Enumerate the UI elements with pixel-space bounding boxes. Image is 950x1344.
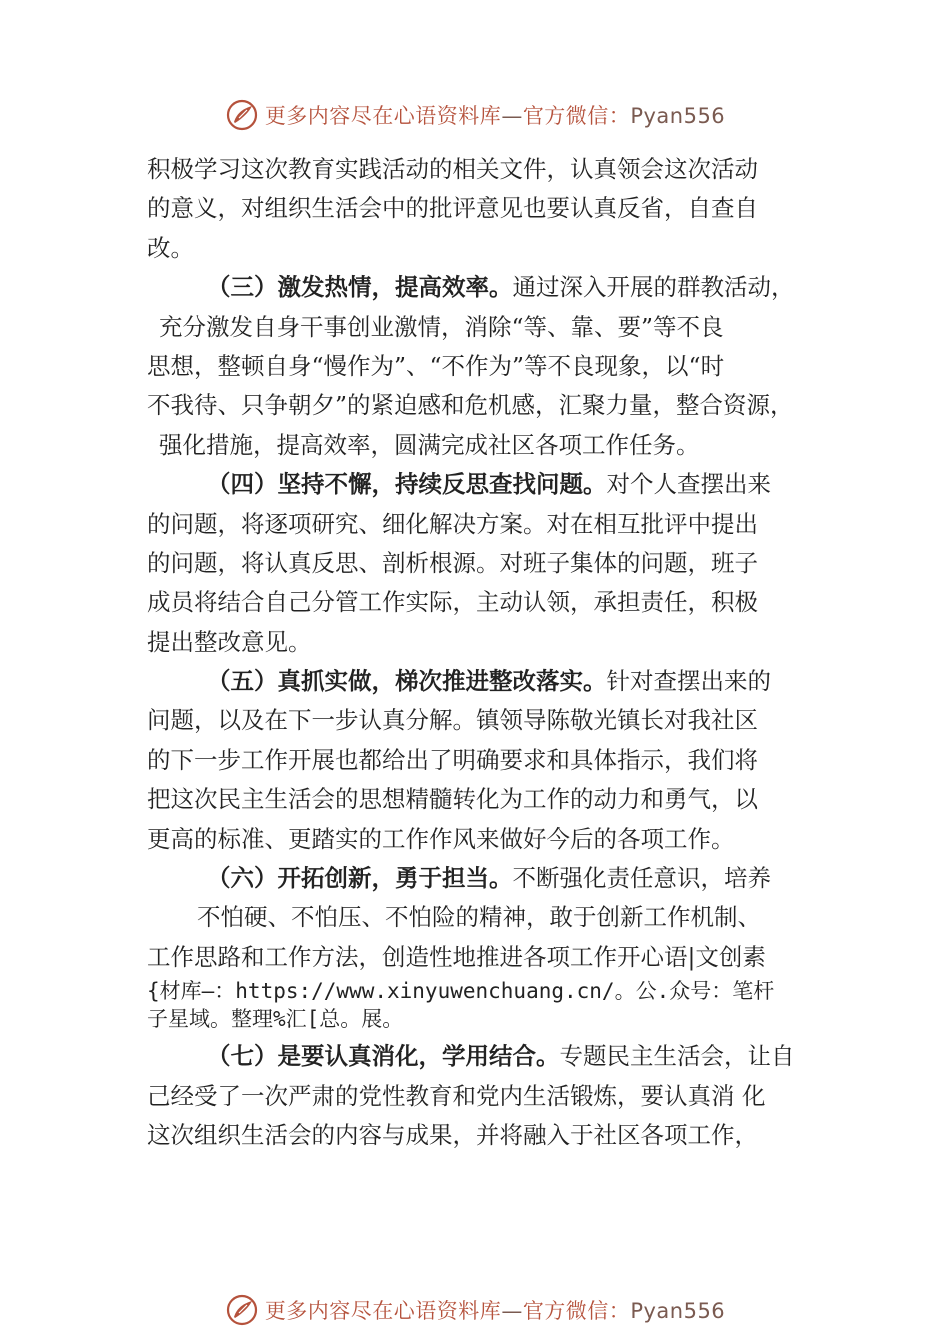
- text-line: 改。: [147, 233, 194, 262]
- paragraph-3-first-line: [147, 268, 837, 307]
- paragraph-5-first-line: [147, 662, 837, 701]
- brand-logo-icon: [225, 98, 259, 132]
- text-line: 把这次民主生活会的思想精髓转化为工作的动力和勇气，以: [147, 785, 758, 814]
- text-line: 己经受了一次严肃的党性教育和党内生活锻炼，要认真消 化: [147, 1081, 766, 1110]
- text-line: 工作思路和工作方法，创造性地推进各项工作开心语|文创素: [147, 942, 766, 971]
- text-line: 的问题，将认真反思、剖析根源。对班子集体的问题，班子: [147, 548, 758, 577]
- paragraph-7-text: 专题民主生活会，让自: [559, 1042, 795, 1071]
- paragraph-6-first-line: [147, 859, 837, 898]
- footer-text: [265, 1295, 725, 1325]
- paragraph-4-heading: （四）坚持不懈，持续反思查找问题。: [207, 470, 607, 499]
- paragraph-4-text: 对个人查摆出来: [606, 470, 771, 499]
- brand-logo-icon: [225, 1293, 259, 1327]
- text-line: 的意义，对组织生活会中的批评意见也要认真反省，自查自: [147, 194, 758, 223]
- text-line: 提出整改意见。: [147, 627, 312, 656]
- text-line: 思想，整顿自身“慢作为”、“不作为”等不良现象，以“时: [147, 351, 725, 380]
- text-line: 的下一步工作开展也都给出了明确要求和具体指示，我们将: [147, 745, 758, 774]
- header-text: [265, 100, 725, 130]
- header-dash: —: [501, 104, 523, 128]
- text-line: 不我待、只争朝夕”的紧迫感和危机感，汇聚力量，整合资源，: [147, 391, 794, 420]
- text-line: 积极学习这次教育实践活动的相关文件，认真领会这次活动: [147, 155, 758, 183]
- footer-brand: 更多内容尽在心语资料库: [264, 1299, 502, 1323]
- header-wechat-id: Pyan556: [630, 104, 726, 128]
- text-line: 强化措施，提高效率，圆满完成社区各项工作任务。: [159, 430, 700, 459]
- paragraph-7-heading: （七）是要认真消化，学用结合。: [207, 1042, 560, 1071]
- text-line-url: {材库—：https://www.xinyuwenchuang.cn/。公.众号：笔杆: [147, 979, 775, 1004]
- text-line: 更高的标准、更踏实的工作作风来做好今后的各项工作。: [147, 824, 735, 853]
- paragraph-7-first-line: [147, 1037, 837, 1076]
- text-line: 子星域。整理%汇[总。展。: [147, 1007, 404, 1032]
- footer-dash: —: [501, 1299, 523, 1323]
- paragraph-3-text: 通过深入开展的群教活动，: [512, 273, 795, 302]
- header-banner: [0, 95, 950, 135]
- header-official: 官方微信：: [522, 104, 631, 128]
- text-line: 的问题，将逐项研究、细化解决方案。对在相互批评中提出: [147, 509, 758, 538]
- text-line: 成员将结合自己分管工作实际，主动认领，承担责任，积极: [147, 588, 758, 617]
- paragraph-6-text: 不断强化责任意识，培养: [512, 864, 771, 893]
- paragraph-3-heading: （三）激发热情，提高效率。: [207, 273, 513, 302]
- footer-wechat-id: Pyan556: [630, 1299, 726, 1323]
- text-line: 问题，以及在下一步认真分解。镇领导陈敬光镇长对我社区: [147, 706, 758, 735]
- paragraph-5-text: 针对查摆出来的: [606, 667, 771, 696]
- text-line: 充分激发自身干事创业激情，消除“等、靠、要”等不良: [159, 312, 724, 341]
- paragraph-4-first-line: [147, 465, 837, 504]
- text-line: 不怕硬、不怕压、不怕险的精神，敢于创新工作机制、: [197, 903, 761, 932]
- text-line: 这次组织生活会的内容与成果，并将融入于社区各项工作，: [147, 1120, 758, 1149]
- footer-official: 官方微信：: [522, 1299, 631, 1323]
- document-body: [147, 150, 837, 1155]
- header-brand: 更多内容尽在心语资料库: [264, 104, 502, 128]
- footer-banner: [0, 1290, 950, 1330]
- paragraph-5-heading: （五）真抓实做，梯次推进整改落实。: [207, 667, 607, 696]
- paragraph-6-heading: （六）开拓创新，勇于担当。: [207, 864, 513, 893]
